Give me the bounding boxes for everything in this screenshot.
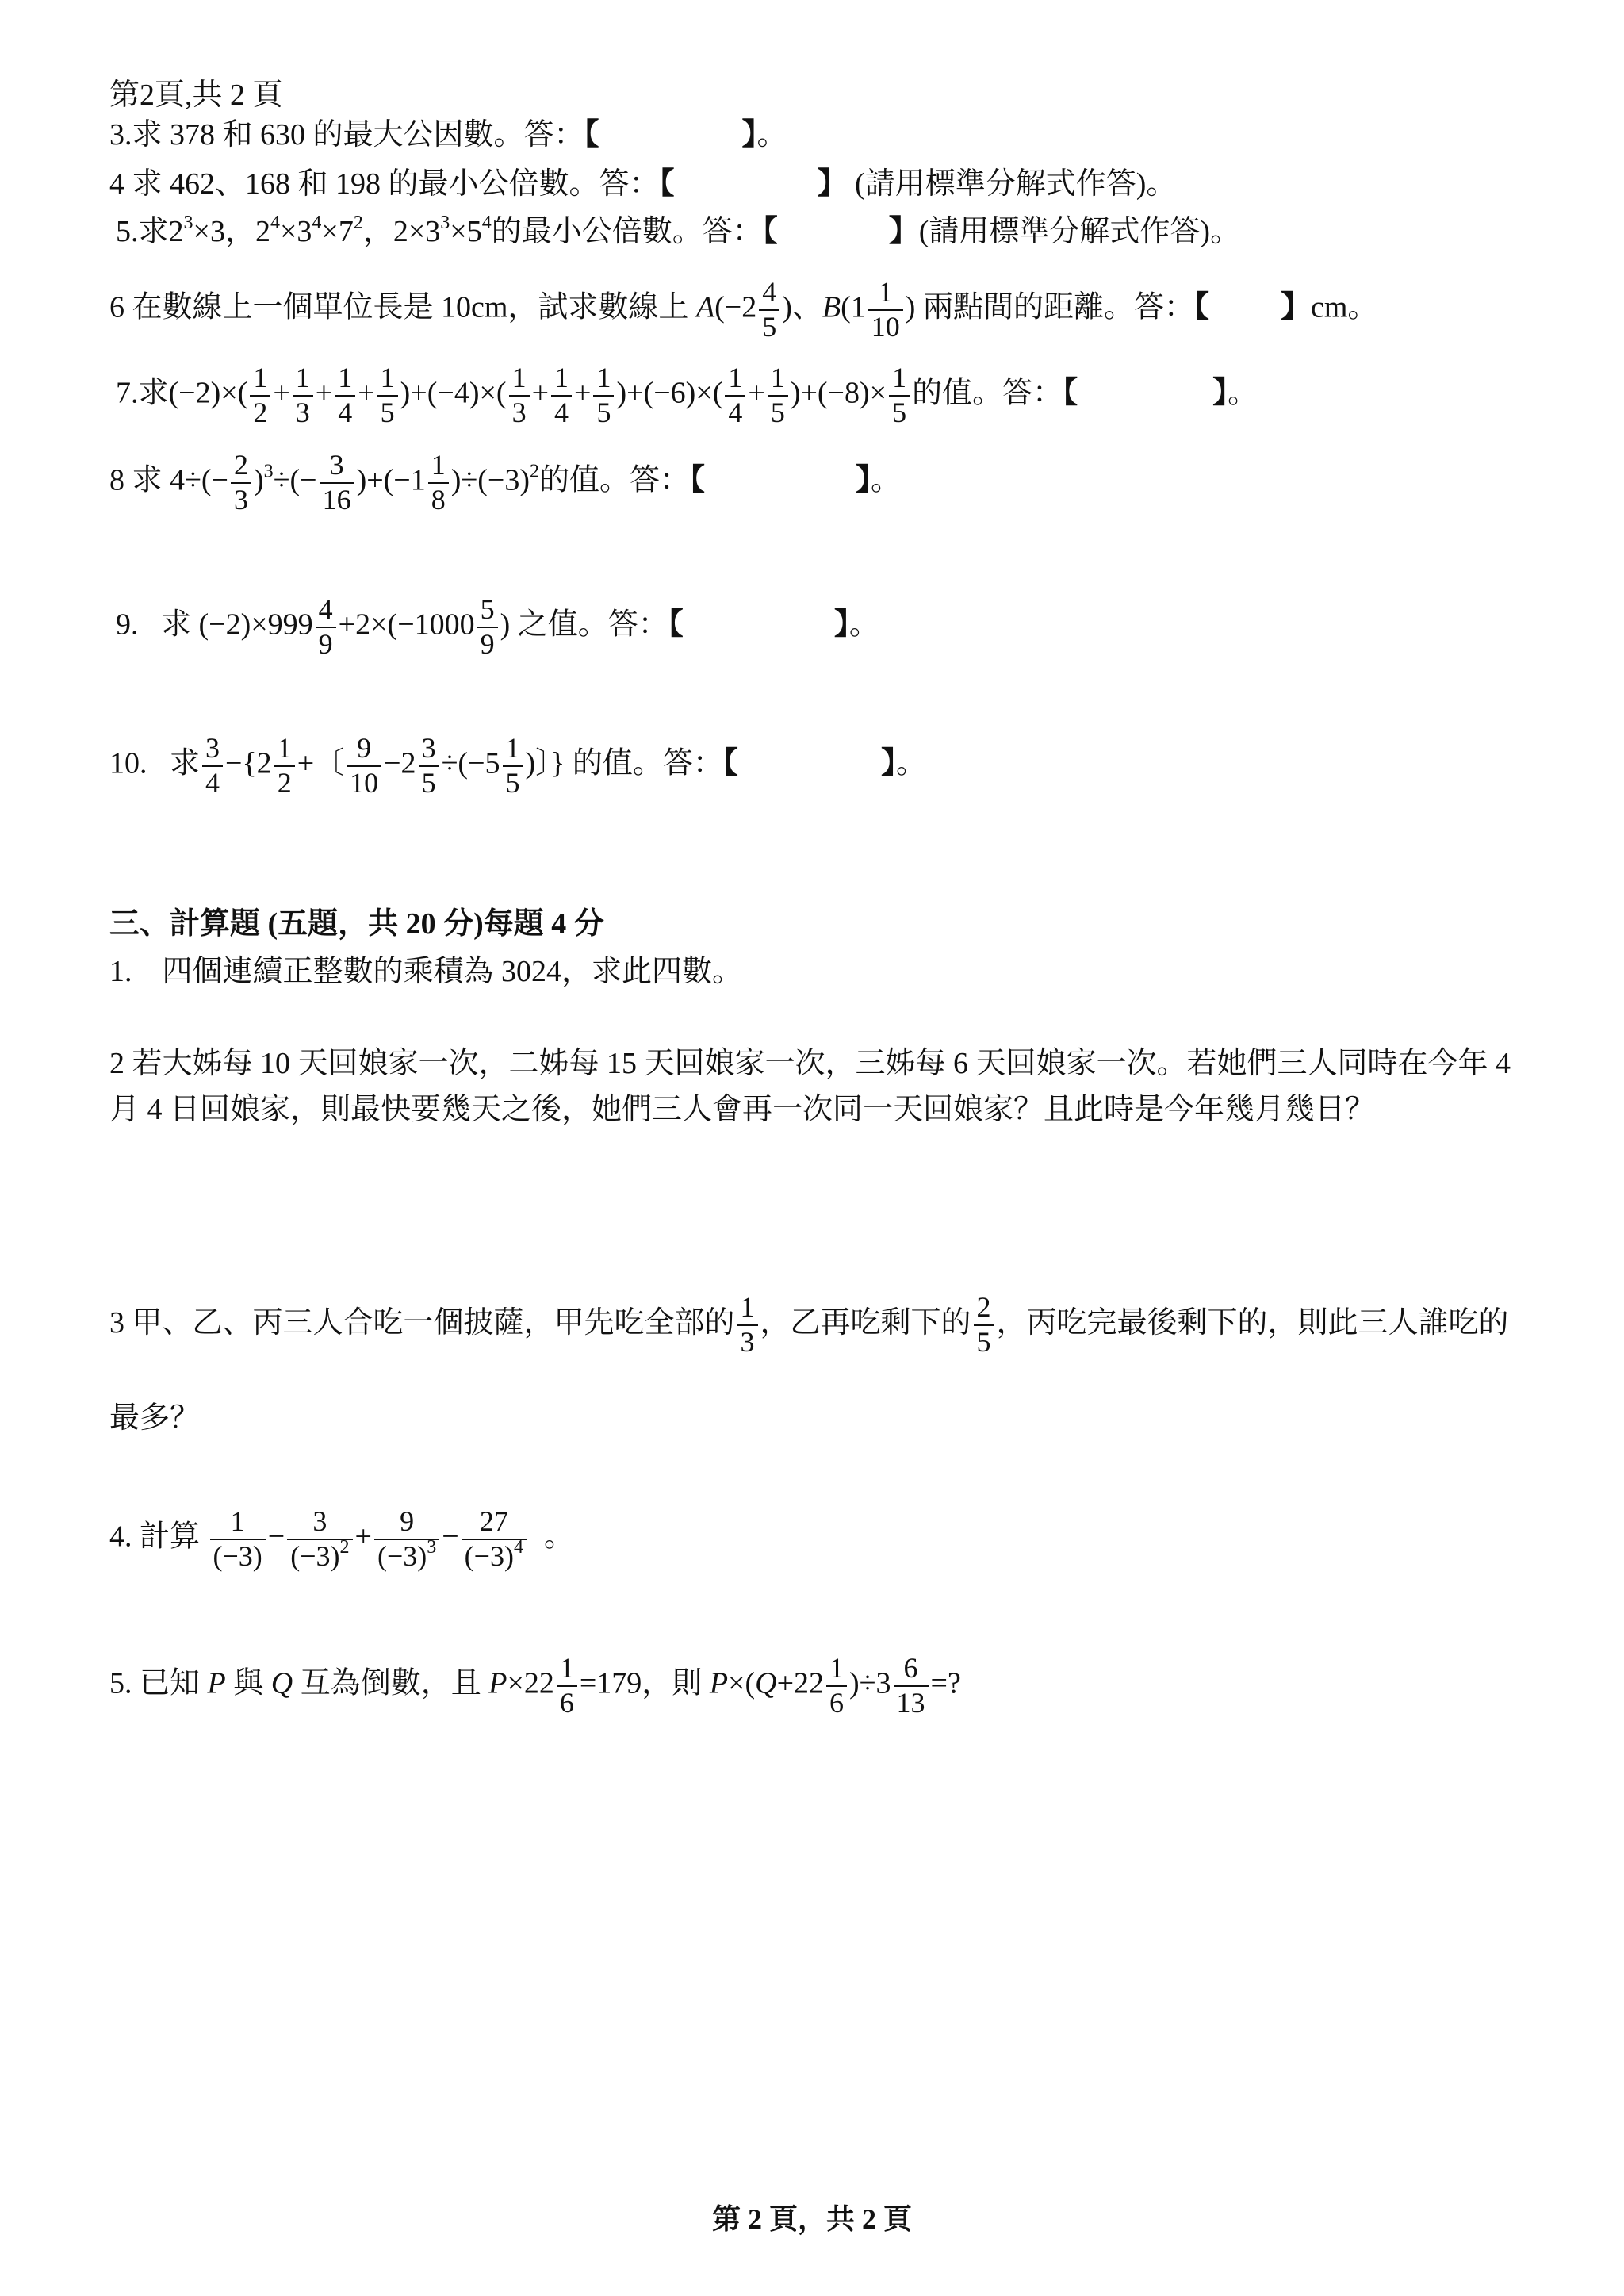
question-9: 9. 求 (−2)×999 $\frac{4}{9}$ +2×(−1000 $\frac{5}{9}$ ) 之值。答：【 】。 — [116, 593, 879, 660]
question-7: 7.求(−2)×( $\frac{1}{2}$ + $\frac{1}{3}$ + $\frac{1}{4}$ + $\frac{1}{5}$ )+(−4)×( $\frac{1}{3}$ + $\frac{1}{4}$ + $\frac{1}{5}$ )+(−6)×( $\frac{1}{4}$ + $\frac{1}{5}$ )+(−8)× $\frac{1}{5}$ 的值。答：【 】。 — [116, 362, 1258, 428]
question-6: 6 在數線上一個單位長是 10cm，試求數線上 A(−2 $\frac{4}{5}$ )、B(1 $\frac{1}{10}$ ) 兩點間的距離。答：【 】cm。 — [109, 276, 1378, 343]
question-10: 10. 求 $\frac{3}{4}$ −{2 $\frac{1}{2}$ +〔 $\frac{9}{10}$ −2 $\frac{3}{5}$ ÷(−5 $\frac{1}{5}$ )〕} 的值。答：【 】。 — [109, 732, 926, 799]
section-title: 三、計算題 (五題，共 20 分)每題 4 分 — [109, 907, 604, 941]
calc-question-3: 3 甲、乙、丙三人合吃一個披薩，甲先吃全部的 $\frac{1}{3}$ ，乙再吃剩下的 $\frac{2}{5}$ ，丙吃完最後剩下的，則此三人誰吃的最多？ — [109, 1291, 1509, 1435]
calc-question-2: 2 若大姊每 10 天回娘家一次，二姊每 15 天回娘家一次，三姊每 6 天回娘家一次。若她們三人同時在今年 4 月 4 日回娘家，則最快要幾天之後，她們三人會再一次同一天回娘家？且此時是今年幾月幾日？ — [109, 1047, 1511, 1126]
question-3: 3.求 378 和 630 的最大公因數。答：【 】。 — [109, 118, 787, 151]
calc-question-4: 4. 計算 $\frac{1}{(-3)}$ − $\frac{3}{(-3)^2}$ + $\frac{9}{(-3)^3}$ − $\frac{27}{(-3)^4}$ 。 — [109, 1505, 574, 1572]
question-5: 5.求$2^3\times 3$，$2^4\times 3^4\times 7^2$，$2\times 3^3\times 5^4$的最小公倍數。答：【 】(請用標準分解式作答)。 — [116, 213, 1241, 248]
calc-question-1: 1. 四個連續正整數的乘積為 3024，求此四數。 — [109, 955, 743, 988]
question-8: 8 求 4÷(− $\frac{2}{3}$ )$^3$÷(− $\frac{3}{16}$ )+(−1 $\frac{1}{8}$ )$\div(-3)^2$的值。答：【 】。 — [109, 449, 902, 516]
page-label: 第2頁,共 2 頁 — [109, 79, 283, 112]
page-footer: 第 2 頁，共 2 頁 — [711, 2203, 912, 2235]
calc-question-5: 5. 已知 P 與 Q 互為倒數，且 P×22 $\frac{1}{6}$ =179，則 P×(Q+22 $\frac{1}{6}$ )÷3 $\frac{6}{13}$ =? — [109, 1652, 961, 1719]
question-4: 4 求 462、168 和 198 的最小公倍數。答：【 】 (請用標準分解式作答)。 — [109, 167, 1177, 201]
